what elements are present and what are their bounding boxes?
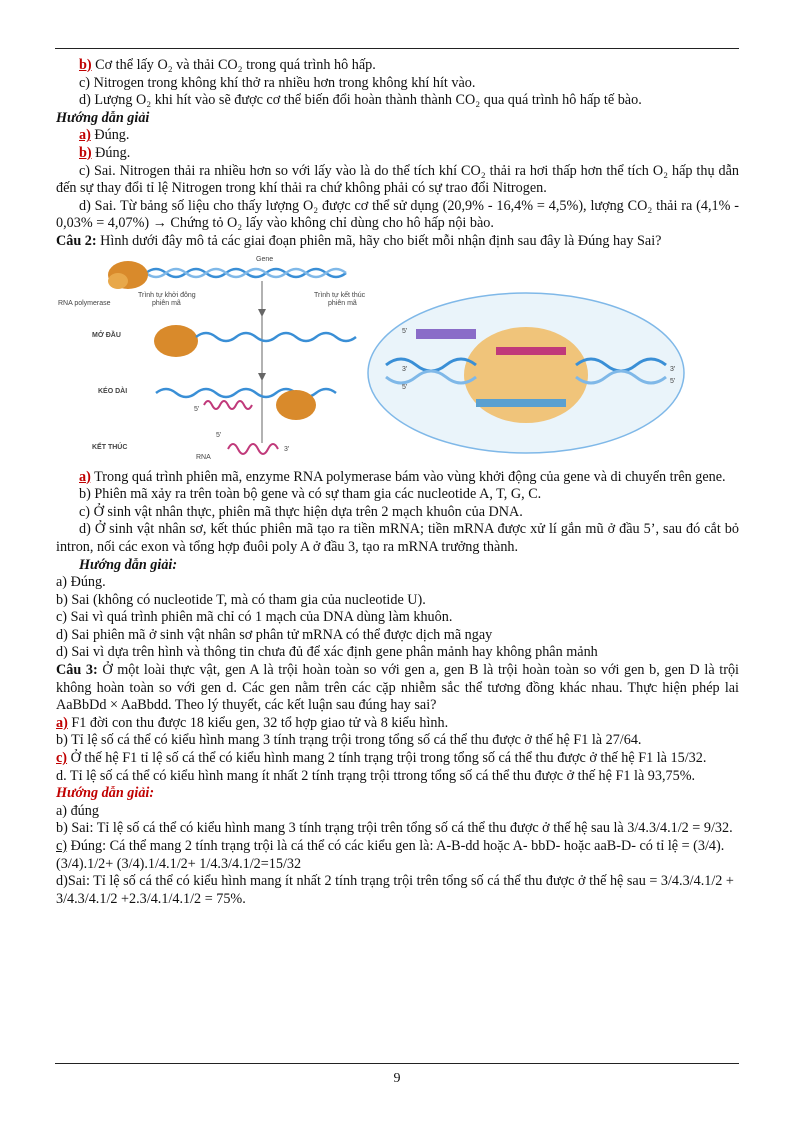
answer-a-text: Đúng. [90,127,130,144]
q3-statement-c [56,750,739,768]
stage-initiation-label: MỞ ĐẦU [92,331,121,339]
zoom-3-prime-left: 3' [402,365,408,373]
transcription-figure [56,253,739,463]
q2-answer-c: c) Sai vì quá trình phiên mã chỉ có 1 mạch của DNA dùng làm khuôn. [56,609,453,626]
q3-answer-c [56,838,739,873]
zoom-3-prime-right: 3' [670,365,676,373]
q2-statement-a [56,469,739,487]
arrow-head-icon [258,373,266,381]
arrow-head-icon [258,309,266,317]
stage-termination-label: KẾT THÚC [92,443,128,451]
solution-heading-2: Hướng dẫn giải: [79,556,178,573]
answer-a-label: a) [79,127,91,144]
question-3-text: Ở một loài thực vật, gen A là trội hoàn toàn so với gen a, gen B là trội hoàn toàn so với gen b, gen D là trội không hoàn toàn so với gen d. Các gen nằm trên các cặp nhiễm sắc thể tương đồng khác nhau. Thực hiện phép lai AaBbDd × AaBbdd. Theo lý thuyết, các kết luận sau đúng hay sai? [56,662,739,714]
q3-statement-c-text: Ở thế hệ F1 tỉ lệ số cá thể có kiểu hình mang 2 tính trạng trội trong tổng số cá thể thu được ở thế hệ F1 là 15/32. [67,750,707,767]
label-b: b) [79,57,92,73]
elongation-5-prime: 5' [194,405,200,413]
q2-answer-a: a) Đúng. [56,574,106,591]
answer-b [56,145,739,163]
answer-b-text: Đúng. [91,144,131,161]
q3-statement-b: b) Tỉ lệ số cá thể có kiểu hình mang 3 tính trạng trội trong tổng số cá thể thu được ở thế hệ F1 là 27/64. [56,732,642,749]
final-3-prime: 3' [284,445,290,453]
stage-elongation-label: KÉO DÀI [98,387,128,395]
answer-d: d) Sai. Từ bảng số liệu cho thấy lượng O₂ được cơ thể sử dụng (20,9% - 16,4% = 4,5%), lượng CO₂ thải ra (4,1% - 0,03% = 4,07%) → Chứng tỏ O₂ lấy vào không chỉ dùng cho hô hấp nội bào. [56,197,739,232]
transcription-diagram [56,253,739,463]
final-5-prime: 5' [216,431,222,439]
q3-answer-b: b) Sai: Tỉ lệ số cá thể có kiểu hình mang 3 tính trạng trội trên tổng số cá thể thu được ở thế hệ sau là 3/4.3/4.1/2 = 9/32. [56,820,733,837]
footer-rule [55,1063,739,1064]
rna-polymerase-initiation-icon [154,325,198,357]
q2-statement-b: b) Phiên mã xảy ra trên toàn bộ gene và có sự tham gia các nucleotide A, T, G, C. [79,486,542,503]
q2-statement-d: d) Ở sinh vật nhân sơ, kết thúc phiên mã tạo ra tiền mRNA; tiền mRNA được xử lí gắn mũ ở đầu 5’, sau đó cắt bỏ intron, nối các exon và tổng hợp đuôi poly A ở đầu 3, tạo ra mRNA trưởng thành. [56,521,739,555]
rna-final-icon [228,444,278,454]
q2-label-a: a) [79,468,91,485]
header-rule [55,48,739,49]
q3-statement-a [56,715,739,733]
q3-label-a: a) [56,714,68,731]
zoom-5-prime-left: 5' [402,383,408,391]
q3-answer-c-label: c) [56,838,68,854]
solution-heading-3: Hướng dẫn giải: [56,785,155,802]
statement-b [56,57,739,75]
answer-c: c) Sai. Nitrogen thải ra nhiều hơn so với lấy vào là do thể tích khí CO₂ thải ra hơi thấp hơn thể tích O₂ hấp thụ dẫn đến sự thay đổi tỉ lệ Nitrogen trong khí thải ra chứ không phải có sự trao đổi Nitrogen. [56,162,739,197]
terminator-label-2: phiên mã [328,299,357,307]
q2-answer-d-alt: d) Sai vì dựa trên hình và thông tin chưa đủ để xác định gene phân mảnh hay không phân mảnh [56,644,598,661]
q3-statement-d: d. Tỉ lệ số cá thể có kiểu hình mang ít nhất 2 tính trạng trội ttrong tổng số cá thể thu được ở thế hệ F1 là 93,75%. [56,767,696,784]
q3-statement-a-text: F1 đời con thu được 18 kiểu gen, 32 tổ hợp giao tử và 8 kiểu hình. [67,714,449,731]
statement-d: d) Lượng O₂ khi hít vào sẽ được cơ thể biến đổi hoàn thành thành CO₂ qua quá trình hô hấp tế bào. [79,92,642,109]
dna-initiation-icon [196,333,356,341]
q2-statement-c: c) Ở sinh vật nhân thực, phiên mã thực hiện dựa trên 2 mạch khuôn của DNA. [79,503,523,520]
rna-polymerase-subunit-icon [108,273,128,289]
q3-answer-a: a) đúng [56,802,99,819]
rna-strand-elongation-icon [204,401,252,409]
polymerase-zoom-icon [464,327,588,423]
q2-statement-a-text: Trong quá trình phiên mã, enzyme RNA polymerase bám vào vùng khởi động của gene và di chuyển trên gene. [90,468,726,485]
gene-label: Gene [256,255,274,263]
q3-answer-d: d)Sai: Tỉ lệ số cá thể có kiểu hình mang ít nhất 2 tính trạng trội trên tổng số cá thể thu được ở thế hệ sau = 3/4.3/4.1/2 + 3/4.3/4.1/2 +2.3/4.1/4.1/2 = 75%. [56,873,734,907]
zoom-5-prime-top: 5' [402,327,408,335]
rna-label: RNA [196,453,211,461]
q3-label-c: c) [56,750,68,767]
question-3-label: Câu 3: [56,662,98,679]
rna-exit-icon [416,329,476,339]
zoom-5-prime-right: 5' [670,377,676,385]
template-strand-icon [476,399,566,407]
statement-c: c) Nitrogen trong không khí thở ra nhiều hơn trong không khí hít vào. [79,74,476,91]
answer-a [56,127,739,145]
question-2 [56,233,739,251]
page-number: 9 [393,1071,401,1086]
rna-polymerase-elongation-icon [276,390,316,420]
answer-b-label: b) [79,144,92,161]
question-2-label: Câu 2: [56,232,97,249]
statement-b-text: Cơ thể lấy O₂ và thải CO₂ trong quá trình hô hấp. [91,57,376,73]
promoter-label-2: phiên mã [152,299,181,307]
page-content [56,57,739,908]
q2-answer-d: d) Sai phiên mã ở sinh vật nhân sơ phân tử mRNA có thể được dịch mã ngay [56,626,493,643]
rna-polymerase-label: RNA polymerase [58,299,111,307]
q3-answer-c-text: Đúng: Cá thể mang 2 tính trạng trội là cá thể có các kiểu gen là: A-B-dd hoặc A- bbD- hoặc aaB-D- có tỉ lệ = (3/4).(3/4).1/2+ (3/4).1/4.1/2+ 1/4.3/4.1/2=15/32 [56,838,725,872]
question-2-text: Hình dưới đây mô tả các giai đoạn phiên mã, hãy cho biết mỗi nhận định sau đây là Đúng hay Sai? [96,232,662,249]
q2-answer-b: b) Sai (không có nucleotide T, mà có tham gia của nucleotide U). [56,591,426,608]
promoter-label-1: Trình tự khởi đông [138,291,196,299]
question-3 [56,662,739,715]
rna-zoom-strand-icon [496,347,566,355]
terminator-label-1: Trình tự kết thúc [314,291,366,299]
solution-heading-1: Hướng dẫn giải [56,109,150,126]
